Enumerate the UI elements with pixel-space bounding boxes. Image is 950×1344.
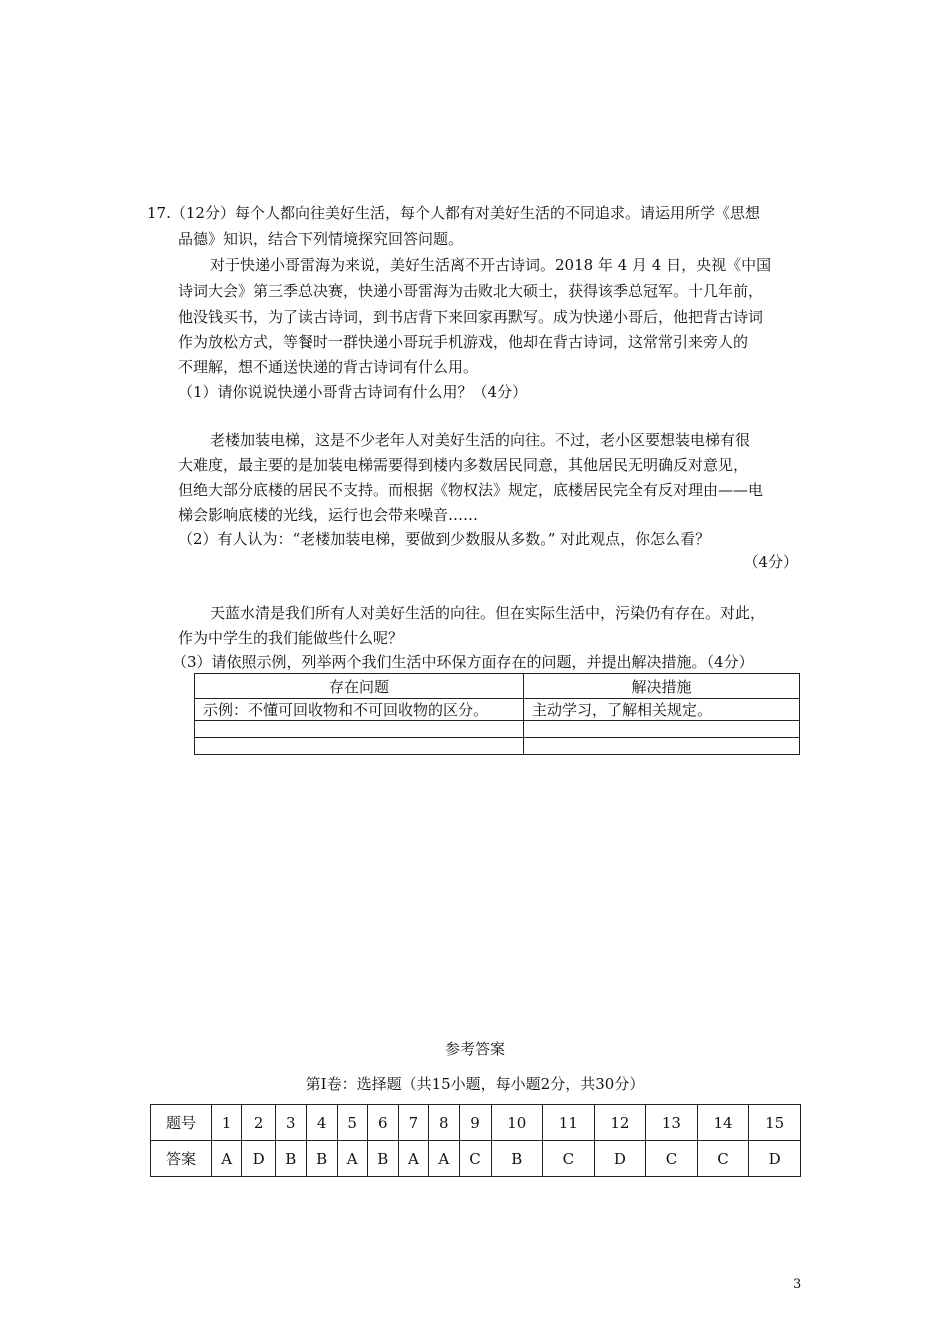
question-number-row	[151, 1105, 801, 1141]
example-problem-cell: 示例：不懂可回收物和不可回收物的区分。	[195, 699, 524, 721]
scenario-1-line: 作为放松方式，等餐时一群快递小哥玩手机游戏，他却在背古诗词，这常常引来旁人的	[178, 333, 749, 351]
scenario-1-line: 诗词大会》第三季总决赛，快递小哥雷海为击败北大硕士，获得该季总冠军。十几年前，	[178, 282, 764, 300]
table-row-example	[195, 699, 800, 721]
scenario-2-line: 大难度，最主要的是加装电梯需要得到楼内多数居民同意，其他居民无明确反对意见，	[178, 456, 749, 474]
question-number-cell: 8	[429, 1105, 459, 1141]
answer-cell: B	[367, 1141, 398, 1177]
table-header-row	[195, 674, 800, 699]
question-number-cell: 14	[697, 1105, 749, 1141]
question-number-cell: 13	[646, 1105, 698, 1141]
answer-key-title: 参考答案	[444, 1040, 505, 1058]
page-number: 3	[793, 1277, 802, 1292]
table-row-blank	[195, 721, 800, 738]
answer-cell: C	[646, 1141, 698, 1177]
scenario-1-line: 他没钱买书，为了读古诗词，到书店背下来回家再默写。成为快递小哥后，他把背古诗词	[178, 308, 764, 326]
blank-problem-cell[interactable]	[195, 738, 524, 755]
scenario-3-line: 作为中学生的我们能做些什么呢？	[178, 629, 404, 647]
question-number-cell: 1	[212, 1105, 242, 1141]
sub-question-2-score: （4分）	[743, 553, 798, 571]
sub-question-3: （3）请依照示例，列举两个我们生活中环保方面存在的问题，并提出解决措施。（4分）	[172, 653, 754, 671]
header-problem: 存在问题	[195, 674, 524, 699]
scenario-1-line: 对于快递小哥雷海为来说，美好生活离不开古诗词。2018 年 4 月 4 日，央视《中国	[210, 256, 772, 274]
answer-cell: B	[306, 1141, 337, 1177]
answer-key-section: 第Ⅰ卷：选择题（共15小题，每小题2分，共30分）	[305, 1075, 645, 1093]
answer-cell: A	[212, 1141, 242, 1177]
question-number-cell: 4	[306, 1105, 337, 1141]
answer-row	[151, 1141, 801, 1177]
answer-cell: D	[749, 1141, 801, 1177]
example-solution-cell: 主动学习，了解相关规定。	[524, 699, 800, 721]
blank-solution-cell[interactable]	[524, 721, 800, 738]
question-number-cell: 12	[594, 1105, 646, 1141]
environment-problem-table	[194, 673, 800, 755]
table-row-blank	[195, 738, 800, 755]
sub-question-1: （1）请你说说快递小哥背古诗词有什么用？（4分）	[178, 383, 528, 401]
row-label-answer: 答案	[151, 1141, 212, 1177]
question-number-cell: 7	[398, 1105, 428, 1141]
question-number-cell: 9	[459, 1105, 491, 1141]
scenario-2-line: 梯会影响底楼的光线，运行也会带来噪音……	[178, 506, 479, 524]
answer-cell: B	[491, 1141, 543, 1177]
answer-cell: D	[594, 1141, 646, 1177]
scenario-3-line: 天蓝水清是我们所有人对美好生活的向往。但在实际生活中，污染仍有存在。对此，	[210, 604, 766, 622]
answer-cell: A	[429, 1141, 459, 1177]
scenario-2-line: 老楼加装电梯，这是不少老年人对美好生活的向往。不过，老小区要想装电梯有很	[210, 431, 751, 449]
answer-key-table	[150, 1104, 801, 1177]
answer-cell: C	[697, 1141, 749, 1177]
answer-cell: C	[459, 1141, 491, 1177]
question-number-cell: 10	[491, 1105, 543, 1141]
scenario-1-line: 不理解，想不通送快递的背古诗词有什么用。	[178, 358, 479, 376]
question-17-line-1: 17.（12分）每个人都向往美好生活，每个人都有对美好生活的不同追求。请运用所学《思想	[147, 204, 760, 222]
blank-solution-cell[interactable]	[524, 738, 800, 755]
answer-cell: B	[275, 1141, 306, 1177]
answer-cell: A	[337, 1141, 367, 1177]
question-number-cell: 11	[543, 1105, 595, 1141]
question-number-cell: 6	[367, 1105, 398, 1141]
question-17-line-2: 品德》知识，结合下列情境探究回答问题。	[178, 230, 464, 248]
header-solution: 解决措施	[524, 674, 800, 699]
question-number-cell: 2	[242, 1105, 275, 1141]
row-label-number: 题号	[151, 1105, 212, 1141]
scenario-2-line: 但绝大部分底楼的居民不支持。而根据《物权法》规定，底楼居民完全有反对理由——电	[178, 481, 764, 499]
answer-cell: A	[398, 1141, 428, 1177]
sub-question-2: （2）有人认为：“老楼加装电梯，要做到少数服从多数。” 对此观点，你怎么看？	[178, 530, 711, 548]
question-number-cell: 5	[337, 1105, 367, 1141]
question-number-cell: 15	[749, 1105, 801, 1141]
answer-cell: D	[242, 1141, 275, 1177]
blank-problem-cell[interactable]	[195, 721, 524, 738]
answer-cell: C	[543, 1141, 595, 1177]
question-number-cell: 3	[275, 1105, 306, 1141]
